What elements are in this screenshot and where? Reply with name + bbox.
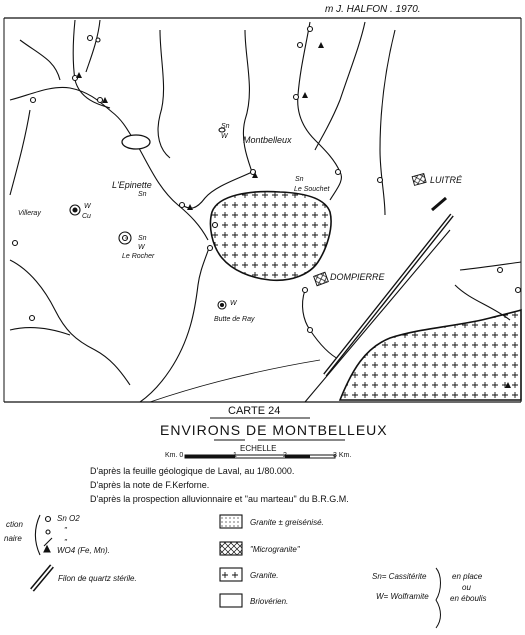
legend-granite: Granite. — [250, 571, 279, 580]
legend-ditto-1: " — [64, 526, 67, 535]
dompierre-village-symbol — [314, 272, 329, 286]
scale-bar — [185, 455, 335, 458]
source-line-1: D'après la feuille géologique de Laval, au 1/80.000. — [90, 466, 295, 476]
scale-tick-0: Km. 0 — [165, 452, 184, 459]
place-luitre: LUITRÉ — [430, 175, 463, 185]
legend-ction: ction — [6, 520, 23, 529]
place-epinette: L'Epinette — [112, 180, 152, 190]
label-epinette-sn: Sn — [138, 191, 147, 198]
label-rocher-sn: Sn — [138, 235, 147, 242]
place-dompierre: DOMPIERRE — [330, 272, 385, 282]
scale-tick-2: 2 — [283, 452, 287, 459]
map-title: ENVIRONS DE MONTBELLEUX — [160, 422, 388, 438]
label-villeray-w: W — [84, 203, 91, 210]
place-montbelleux: Montbelleux — [243, 135, 292, 145]
legend-ditto-2: " — [64, 538, 67, 547]
map-number: CARTE 24 — [228, 405, 281, 417]
label-montbelleux-w: W — [221, 133, 228, 140]
place-le-rocher: Le Rocher — [122, 253, 155, 260]
legend-en-place: en place — [452, 572, 483, 581]
place-villeray: Villeray — [18, 210, 41, 217]
scale-tick-1: 1 — [233, 452, 237, 459]
luitre-village-symbol — [412, 174, 426, 186]
source-line-2: D'après la note de F.Kerforne. — [90, 480, 210, 490]
roads — [150, 360, 320, 402]
label-butte-w: W — [230, 300, 237, 307]
legend-ou: ou — [462, 583, 471, 592]
pond — [122, 135, 150, 149]
place-butte-de-ray: Butte de Ray — [214, 316, 255, 323]
legend-w-wolframite: W= Wolframite — [376, 592, 429, 601]
author-signature: m J. HALFON . 1970. — [325, 4, 421, 15]
label-montbelleux-sn: Sn — [221, 123, 230, 130]
label-rocher-w: W — [138, 244, 145, 251]
scale-label: ECHELLE — [240, 444, 277, 453]
legend-wo4: WO4 (Fe, Mn). — [57, 546, 110, 555]
legend-naire: naire — [4, 534, 22, 543]
legend-granite-greisenise: Granite ± greisénisé. — [250, 518, 324, 527]
label-villeray-cu: Cu — [82, 213, 91, 220]
legend-sn-cassiterite: Sn= Cassitérite — [372, 572, 427, 581]
label-souchet-sn: Sn — [295, 176, 304, 183]
legend-en-eboulis: en éboulis — [450, 594, 487, 603]
legend-microgranite: "Microgranite" — [250, 545, 300, 554]
granite-massif-montbelleux — [210, 192, 331, 281]
legend-sn-o2: Sn O2 — [57, 514, 80, 523]
scale-tick-3: 3 Km. — [333, 452, 352, 459]
legend-filon: Filon de quartz stérile. — [58, 574, 137, 583]
source-line-3: D'après la prospection alluvionnaire et "au marteau" du B.R.G.M. — [90, 494, 349, 504]
place-le-souchet: Le Souchet — [294, 186, 330, 193]
legend-brioverien: Briovérien. — [250, 597, 289, 606]
